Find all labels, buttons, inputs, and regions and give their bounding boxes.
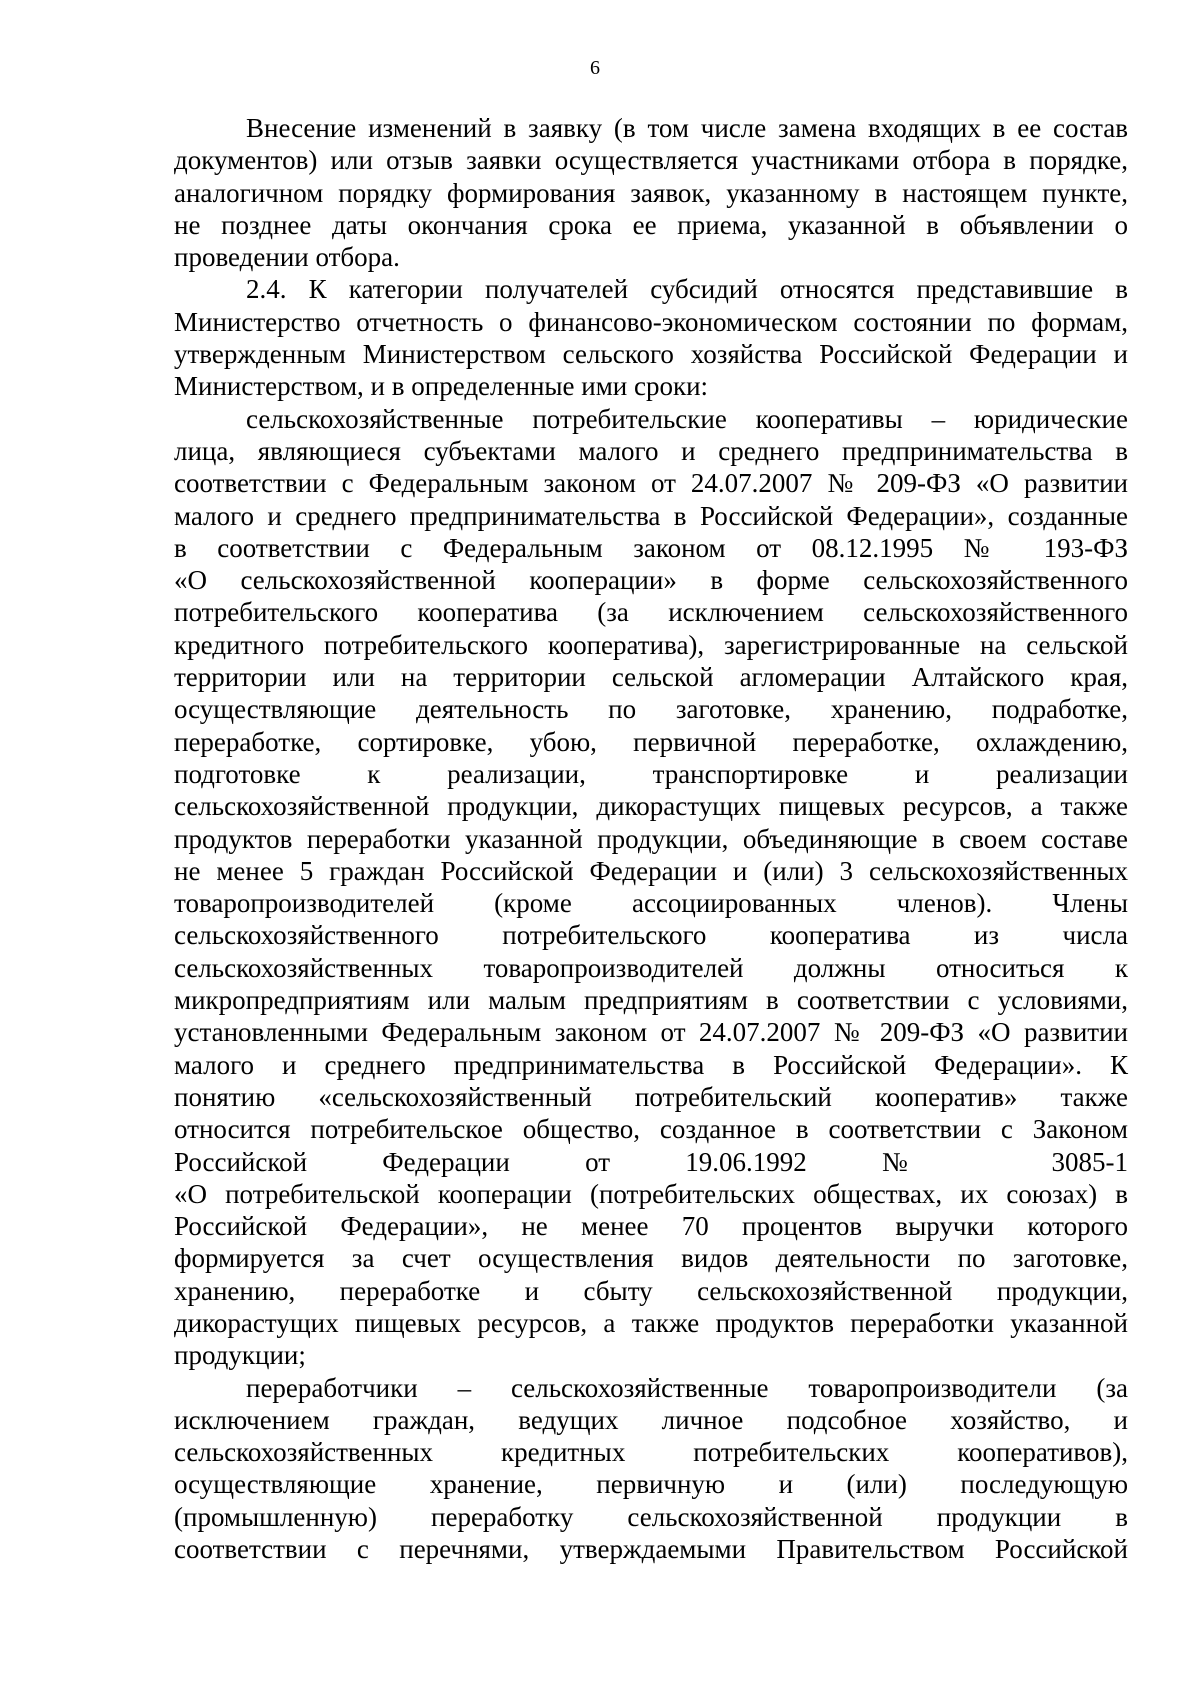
text-line: (промышленную) переработку сельскохозяйственной продукции в	[174, 1501, 1128, 1532]
paragraph-processors	[174, 1372, 1128, 1566]
text-line: подготовке к реализации, транспортировке и реализации	[174, 758, 1128, 789]
text-line: формируется за счет осуществления видов деятельности по заготовке,	[174, 1243, 1128, 1274]
text-line: сельскохозяйственной продукции, дикорастущих пищевых ресурсов, а также	[174, 791, 1128, 822]
text-line: осуществляющие деятельность по заготовке, хранению, подработке,	[174, 694, 1128, 725]
text-line: осуществляющие хранение, первичную и (или) последующую	[174, 1469, 1128, 1500]
text-line: продуктов переработки указанной продукции, объединяющие в своем составе	[174, 823, 1128, 854]
paragraph-amendments	[174, 112, 1128, 273]
text-line: аналогичном порядку формирования заявок, указанному в настоящем пункте,	[174, 177, 1128, 208]
text-line: понятию «сельскохозяйственный потребительский кооператив» также	[174, 1081, 1128, 1112]
text-line: сельскохозяйственные потребительские кооперативы – юридические	[246, 403, 1128, 434]
text-line: не менее 5 граждан Российской Федерации и (или) 3 сельскохозяйственных	[174, 855, 1128, 886]
text-line: переработчики – сельскохозяйственные товаропроизводители (за	[246, 1372, 1128, 1403]
paragraph-cooperatives	[174, 403, 1128, 1372]
text-line: дикорастущих пищевых ресурсов, а также продуктов переработки указанной	[174, 1307, 1128, 1338]
text-line: в соответствии с Федеральным законом от 08.12.1995 № 193-ФЗ	[174, 532, 1128, 563]
text-line: установленными Федеральным законом от 24.07.2007 № 209-ФЗ «О развитии	[174, 1017, 1128, 1048]
text-line: Внесение изменений в заявку (в том числе замена входящих в ее состав	[246, 113, 1128, 143]
text-line: кредитного потребительского кооператива), зарегистрированные на сельской	[174, 629, 1128, 660]
text-line: «О сельскохозяйственной кооперации» в форме сельскохозяйственного	[174, 565, 1128, 596]
text-line: хранению, переработке и сбыту сельскохозяйственной продукции,	[174, 1275, 1128, 1306]
text-line: Российской Федерации от 19.06.1992 № 3085-1	[174, 1146, 1128, 1177]
text-line: сельскохозяйственного потребительского кооператива из числа	[174, 920, 1128, 951]
text-line: «О потребительской кооперации (потребительских обществах, их союзах) в	[174, 1178, 1128, 1209]
page-number: 6	[590, 57, 600, 79]
text-line: малого и среднего предпринимательства в Российской Федерации». К	[174, 1049, 1128, 1080]
text-line: территории или на территории сельской агломерации Алтайского края,	[174, 662, 1128, 693]
text-line: проведении отбора.	[174, 242, 400, 273]
text-line: соответствии с Федеральным законом от 24.07.2007 № 209-ФЗ «О развитии	[174, 468, 1128, 499]
text-line: потребительского кооператива (за исключением сельскохозяйственного	[174, 597, 1128, 628]
text-line: документов) или отзыв заявки осуществляется участниками отбора в порядке,	[174, 145, 1128, 176]
text-line: исключением граждан, ведущих личное подсобное хозяйство, и	[174, 1404, 1128, 1435]
paragraph-2-4	[174, 273, 1128, 402]
text-line: не позднее даты окончания срока ее приема, указанной в объявлении о	[174, 209, 1128, 240]
text-line: сельскохозяйственных товаропроизводителей должны относиться к	[174, 952, 1128, 983]
text-line: Министерством, и в определенные ими сроки:	[174, 371, 709, 402]
text-line: сельскохозяйственных кредитных потребительских кооперативов),	[174, 1437, 1128, 1468]
text-line: относится потребительское общество, созданное в соответствии с Законом	[174, 1114, 1128, 1145]
text-line: Министерство отчетность о финансово-экономическом состоянии по формам,	[174, 306, 1128, 337]
text-line: продукции;	[174, 1340, 306, 1371]
text-line: 2.4. К категории получателей субсидий относятся представившие в	[246, 274, 1128, 305]
text-line: товаропроизводителей (кроме ассоциированных членов). Члены	[174, 888, 1128, 919]
text-line: лица, являющиеся субъектами малого и среднего предпринимательства в	[174, 435, 1128, 466]
text-line: переработке, сортировке, убою, первичной переработке, охлаждению,	[174, 726, 1128, 757]
text-line: соответствии с перечнями, утверждаемыми Правительством Российской	[174, 1534, 1128, 1565]
document-body	[174, 112, 1128, 1565]
text-line: утвержденным Министерством сельского хозяйства Российской Федерации и	[174, 339, 1128, 370]
text-line: Российской Федерации», не менее 70 процентов выручки которого	[174, 1211, 1128, 1242]
text-line: малого и среднего предпринимательства в Российской Федерации», созданные	[174, 500, 1128, 531]
text-line: микропредприятиям или малым предприятиям в соответствии с условиями,	[174, 985, 1128, 1016]
